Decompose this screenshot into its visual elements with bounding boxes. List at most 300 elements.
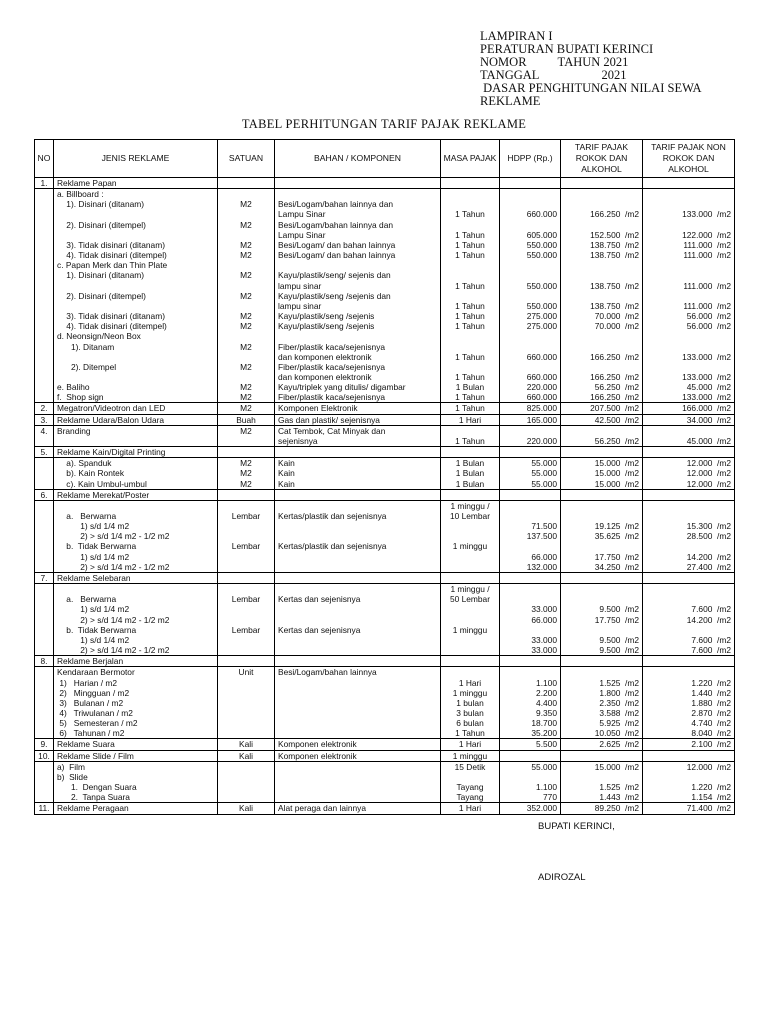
table-row (35, 511, 735, 521)
cell-jenis: Reklame Papan (54, 178, 218, 189)
cell-tarif-rokok (561, 447, 643, 458)
cell-masa (441, 635, 500, 645)
cell-tarif-rokok (561, 489, 643, 500)
cell-jenis: 2). Disinari (ditempel) (54, 220, 218, 230)
cell-bahan (275, 678, 441, 688)
cell-jenis: 4). Tidak disinari (ditempel) (54, 321, 218, 331)
cell-jenis: 1) Harian / m2 (54, 678, 218, 688)
cell-satuan: M2 (218, 468, 275, 478)
cell-hdpp: 33.000 (500, 635, 561, 645)
cell-hdpp (500, 500, 561, 511)
cell-satuan: Lembar (218, 625, 275, 635)
cell-hdpp: 132.000 (500, 562, 561, 573)
cell-satuan (218, 782, 275, 792)
cell-satuan (218, 728, 275, 739)
cell-no: 10. (35, 750, 54, 761)
cell-tarif-non-rokok (643, 772, 735, 782)
cell-tarif-non-rokok (643, 584, 735, 595)
cell-tarif-non-rokok (643, 220, 735, 230)
cell-no (35, 220, 54, 230)
col-header-masa: MASA PAJAK (441, 140, 500, 178)
letterhead-line: LAMPIRAN I (480, 29, 553, 43)
cell-satuan (218, 615, 275, 625)
table-row (35, 209, 735, 219)
cell-no (35, 594, 54, 604)
cell-tarif-rokok: 1.525 /m2 (561, 782, 643, 792)
cell-tarif-non-rokok (643, 489, 735, 500)
cell-no (35, 209, 54, 219)
cell-bahan (275, 782, 441, 792)
cell-no: 7. (35, 572, 54, 583)
cell-bahan (275, 761, 441, 772)
cell-tarif-rokok (561, 772, 643, 782)
cell-hdpp (500, 199, 561, 209)
cell-masa (441, 489, 500, 500)
cell-hdpp: 71.500 (500, 521, 561, 531)
cell-jenis: 2) > s/d 1/4 m2 - 1/2 m2 (54, 645, 218, 656)
cell-satuan (218, 209, 275, 219)
cell-tarif-rokok: 15.000 /m2 (561, 761, 643, 772)
cell-hdpp (500, 342, 561, 352)
cell-tarif-rokok (561, 425, 643, 436)
cell-no (35, 342, 54, 352)
cell-bahan (275, 772, 441, 782)
cell-satuan (218, 698, 275, 708)
cell-no (35, 584, 54, 595)
cell-bahan: Fiber/plastik kaca/sejenisnya (275, 392, 441, 403)
cell-hdpp: 770 (500, 792, 561, 802)
cell-satuan: M2 (218, 199, 275, 209)
table-row (35, 425, 735, 436)
cell-bahan: dan komponen elektronik (275, 372, 441, 382)
cell-hdpp: 660.000 (500, 352, 561, 362)
cell-no (35, 352, 54, 362)
cell-jenis: 1) s/d 1/4 m2 (54, 635, 218, 645)
cell-hdpp: 660.000 (500, 392, 561, 403)
cell-tarif-rokok: 9.500 /m2 (561, 604, 643, 614)
cell-no: 1. (35, 178, 54, 189)
cell-tarif-rokok: 5.925 /m2 (561, 718, 643, 728)
table-row (35, 739, 735, 750)
cell-tarif-non-rokok: 166.000 /m2 (643, 403, 735, 414)
cell-tarif-rokok: 152.500 /m2 (561, 230, 643, 240)
cell-jenis: 4). Tidak disinari (ditempel) (54, 250, 218, 260)
cell-no (35, 250, 54, 260)
cell-bahan (275, 521, 441, 531)
cell-bahan (275, 189, 441, 200)
cell-bahan: lampu sinar (275, 281, 441, 291)
cell-hdpp: 55.000 (500, 761, 561, 772)
cell-masa: 1 minggu (441, 541, 500, 551)
cell-tarif-non-rokok: 8.040 /m2 (643, 728, 735, 739)
cell-no (35, 372, 54, 382)
cell-hdpp (500, 750, 561, 761)
cell-masa: 1 minggu (441, 750, 500, 761)
cell-masa: 1 Tahun (441, 250, 500, 260)
table-row (35, 281, 735, 291)
cell-bahan (275, 584, 441, 595)
cell-tarif-rokok: 17.750 /m2 (561, 615, 643, 625)
cell-masa: 1 minggu / (441, 584, 500, 595)
cell-no (35, 382, 54, 392)
cell-masa: 1 Hari (441, 414, 500, 425)
cell-tarif-rokok: 70.000 /m2 (561, 321, 643, 331)
cell-masa: 1 Tahun (441, 311, 500, 321)
cell-masa: 1 Tahun (441, 392, 500, 403)
table-row (35, 260, 735, 270)
letterhead-line: DASAR PENGHITUNGAN NILAI SEWA (480, 81, 702, 95)
cell-tarif-non-rokok: 12.000 /m2 (643, 479, 735, 490)
cell-bahan: Fiber/plastik kaca/sejenisnya (275, 362, 441, 372)
cell-satuan (218, 792, 275, 802)
cell-hdpp: 275.000 (500, 311, 561, 321)
cell-tarif-non-rokok (643, 189, 735, 200)
cell-jenis: Reklame Berjalan (54, 656, 218, 667)
letterhead-line: NOMOR TAHUN 2021 (480, 55, 629, 69)
table-row (35, 230, 735, 240)
cell-hdpp: 137.500 (500, 531, 561, 541)
cell-bahan: dan komponen elektronik (275, 352, 441, 362)
cell-masa: Tayang (441, 792, 500, 802)
cell-satuan (218, 635, 275, 645)
cell-bahan: Kayu/plastik/seng/ sejenis dan (275, 270, 441, 280)
cell-tarif-rokok: 207.500 /m2 (561, 403, 643, 414)
table-row (35, 708, 735, 718)
cell-jenis: 2. Tanpa Suara (54, 792, 218, 802)
cell-jenis: 5) Semesteran / m2 (54, 718, 218, 728)
cell-bahan (275, 708, 441, 718)
table-row (35, 301, 735, 311)
cell-tarif-rokok: 34.250 /m2 (561, 562, 643, 573)
cell-jenis: 3). Tidak disinari (ditanam) (54, 311, 218, 321)
letterhead-line: TANGGAL 2021 (480, 68, 627, 82)
cell-jenis: Reklame Peragaan (54, 803, 218, 814)
cell-hdpp: 550.000 (500, 281, 561, 291)
cell-satuan (218, 301, 275, 311)
cell-bahan: Kertas/plastik dan sejenisnya (275, 511, 441, 521)
cell-jenis: a). Spanduk (54, 458, 218, 469)
cell-tarif-non-rokok: 111.000 /m2 (643, 250, 735, 260)
cell-jenis: 1. Dengan Suara (54, 782, 218, 792)
cell-hdpp: 220.000 (500, 436, 561, 447)
table-row (35, 562, 735, 573)
cell-jenis: e. Baliho (54, 382, 218, 392)
cell-no (35, 468, 54, 478)
cell-masa (441, 615, 500, 625)
cell-jenis: a) Film (54, 761, 218, 772)
cell-tarif-non-rokok: 71.400 /m2 (643, 803, 735, 814)
table-row (35, 403, 735, 414)
cell-tarif-rokok: 1.525 /m2 (561, 678, 643, 688)
cell-satuan: M2 (218, 270, 275, 280)
cell-tarif-rokok: 89.250 /m2 (561, 803, 643, 814)
cell-bahan (275, 728, 441, 739)
cell-no (35, 311, 54, 321)
cell-masa: 3 bulan (441, 708, 500, 718)
cell-no (35, 708, 54, 718)
table-row (35, 635, 735, 645)
cell-satuan (218, 584, 275, 595)
cell-tarif-rokok (561, 667, 643, 678)
cell-hdpp: 825.000 (500, 403, 561, 414)
cell-masa: 1 Hari (441, 739, 500, 750)
cell-bahan (275, 604, 441, 614)
cell-masa (441, 521, 500, 531)
cell-no: 11. (35, 803, 54, 814)
cell-masa (441, 667, 500, 678)
cell-masa: 1 Tahun (441, 301, 500, 311)
cell-no (35, 615, 54, 625)
cell-masa: 6 bulan (441, 718, 500, 728)
cell-tarif-non-rokok: 56.000 /m2 (643, 321, 735, 331)
cell-satuan: Lembar (218, 594, 275, 604)
cell-masa (441, 572, 500, 583)
cell-bahan (275, 718, 441, 728)
cell-satuan (218, 688, 275, 698)
cell-satuan (218, 230, 275, 240)
cell-hdpp (500, 260, 561, 270)
cell-tarif-non-rokok: 7.600 /m2 (643, 645, 735, 656)
cell-tarif-non-rokok: 7.600 /m2 (643, 604, 735, 614)
cell-hdpp: 165.000 (500, 414, 561, 425)
cell-bahan: Besi/Logam/bahan lainnya dan (275, 199, 441, 209)
cell-jenis: 2). Ditempel (54, 362, 218, 372)
cell-no: 9. (35, 739, 54, 750)
cell-jenis: 1). Disinari (ditanam) (54, 199, 218, 209)
cell-bahan: Lampu Sinar (275, 209, 441, 219)
cell-tarif-rokok (561, 750, 643, 761)
cell-bahan: Kayu/plastik/seng /sejenis (275, 321, 441, 331)
cell-jenis: d. Neonsign/Neon Box (54, 331, 218, 341)
cell-satuan: M2 (218, 321, 275, 331)
cell-satuan: M2 (218, 362, 275, 372)
cell-jenis: Megatron/Videotron dan LED (54, 403, 218, 414)
table-row (35, 321, 735, 331)
cell-jenis: b. Tidak Berwarna (54, 625, 218, 635)
letterhead-line: PERATURAN BUPATI KERINCI (480, 42, 654, 56)
table-row (35, 698, 735, 708)
cell-hdpp: 660.000 (500, 209, 561, 219)
table-row (35, 541, 735, 551)
cell-masa: 1 Tahun (441, 728, 500, 739)
cell-tarif-rokok: 9.500 /m2 (561, 635, 643, 645)
cell-bahan: Besi/Logam/ dan bahan lainnya (275, 250, 441, 260)
cell-no (35, 688, 54, 698)
cell-bahan (275, 572, 441, 583)
cell-satuan: M2 (218, 403, 275, 414)
cell-satuan: M2 (218, 311, 275, 321)
cell-bahan (275, 562, 441, 573)
cell-jenis: 2) Mingguan / m2 (54, 688, 218, 698)
table-row (35, 728, 735, 739)
table-row (35, 392, 735, 403)
cell-bahan: Fiber/plastik kaca/sejenisnya (275, 342, 441, 352)
cell-jenis (54, 436, 218, 447)
cell-masa: 1 minggu / (441, 500, 500, 511)
cell-jenis: Reklame Merekat/Poster (54, 489, 218, 500)
cell-tarif-non-rokok: 34.000 /m2 (643, 414, 735, 425)
cell-tarif-non-rokok (643, 342, 735, 352)
cell-satuan: Lembar (218, 511, 275, 521)
cell-jenis: Reklame Udara/Balon Udara (54, 414, 218, 425)
cell-tarif-non-rokok (643, 447, 735, 458)
table-row (35, 311, 735, 321)
cell-tarif-rokok: 10.050 /m2 (561, 728, 643, 739)
cell-no (35, 541, 54, 551)
cell-jenis: 3) Bulanan / m2 (54, 698, 218, 708)
table-row (35, 688, 735, 698)
cell-no: 4. (35, 425, 54, 436)
cell-tarif-rokok: 15.000 /m2 (561, 479, 643, 490)
cell-masa: 1 Tahun (441, 209, 500, 219)
cell-no (35, 521, 54, 531)
cell-jenis: Kendaraan Bermotor (54, 667, 218, 678)
cell-hdpp (500, 291, 561, 301)
cell-no (35, 792, 54, 802)
table-row (35, 552, 735, 562)
cell-tarif-non-rokok (643, 750, 735, 761)
table-row (35, 645, 735, 656)
cell-tarif-non-rokok (643, 178, 735, 189)
cell-tarif-non-rokok (643, 572, 735, 583)
cell-hdpp: 66.000 (500, 552, 561, 562)
cell-jenis: Reklame Suara (54, 739, 218, 750)
cell-masa (441, 645, 500, 656)
cell-jenis: 1) s/d 1/4 m2 (54, 552, 218, 562)
table-row (35, 331, 735, 341)
cell-hdpp (500, 625, 561, 635)
table-row (35, 178, 735, 189)
cell-no (35, 479, 54, 490)
cell-tarif-non-rokok: 7.600 /m2 (643, 635, 735, 645)
cell-satuan (218, 521, 275, 531)
cell-tarif-non-rokok: 1.154 /m2 (643, 792, 735, 802)
cell-no (35, 531, 54, 541)
cell-bahan (275, 615, 441, 625)
cell-tarif-rokok (561, 584, 643, 595)
cell-tarif-non-rokok: 45.000 /m2 (643, 436, 735, 447)
table-row (35, 189, 735, 200)
cell-bahan: Kain (275, 479, 441, 490)
cell-tarif-non-rokok: 2.870 /m2 (643, 708, 735, 718)
cell-satuan: M2 (218, 220, 275, 230)
cell-tarif-rokok (561, 511, 643, 521)
cell-tarif-non-rokok: 133.000 /m2 (643, 372, 735, 382)
cell-hdpp: 550.000 (500, 240, 561, 250)
cell-satuan (218, 352, 275, 362)
cell-tarif-non-rokok: 12.000 /m2 (643, 458, 735, 469)
cell-no (35, 678, 54, 688)
cell-satuan (218, 436, 275, 447)
cell-no: 5. (35, 447, 54, 458)
cell-no: 6. (35, 489, 54, 500)
cell-hdpp: 352.000 (500, 803, 561, 814)
cell-tarif-rokok (561, 189, 643, 200)
cell-tarif-non-rokok: 15.300 /m2 (643, 521, 735, 531)
cell-no (35, 458, 54, 469)
cell-satuan (218, 604, 275, 614)
cell-jenis: Reklame Kain/Digital Printing (54, 447, 218, 458)
cell-tarif-rokok: 138.750 /m2 (561, 250, 643, 260)
table-row (35, 362, 735, 372)
cell-satuan: M2 (218, 342, 275, 352)
cell-jenis: b. Tidak Berwarna (54, 541, 218, 551)
table-row (35, 584, 735, 595)
signature-name: ADIROZAL (538, 872, 586, 883)
tax-rate-table (34, 139, 735, 815)
cell-bahan: Komponen elektronik (275, 739, 441, 750)
table-row (35, 352, 735, 362)
table-row (35, 761, 735, 772)
cell-no (35, 291, 54, 301)
cell-satuan (218, 372, 275, 382)
cell-no (35, 260, 54, 270)
cell-bahan: Kain (275, 458, 441, 469)
cell-satuan (218, 562, 275, 573)
cell-satuan: Kali (218, 750, 275, 761)
cell-tarif-rokok: 56.250 /m2 (561, 382, 643, 392)
cell-no (35, 625, 54, 635)
cell-satuan (218, 718, 275, 728)
cell-bahan: Gas dan plastik/ sejenisnya (275, 414, 441, 425)
cell-masa: 1 bulan (441, 698, 500, 708)
cell-masa (441, 552, 500, 562)
cell-masa: 1 Bulan (441, 382, 500, 392)
cell-jenis: 1). Disinari (ditanam) (54, 270, 218, 280)
cell-tarif-rokok: 70.000 /m2 (561, 311, 643, 321)
cell-tarif-rokok: 138.750 /m2 (561, 281, 643, 291)
table-row (35, 342, 735, 352)
cell-jenis: c). Kain Umbul-umbul (54, 479, 218, 490)
cell-tarif-rokok: 1.800 /m2 (561, 688, 643, 698)
table-row (35, 656, 735, 667)
cell-jenis: Reklame Selebaran (54, 572, 218, 583)
cell-hdpp: 55.000 (500, 479, 561, 490)
cell-bahan: Alat peraga dan lainnya (275, 803, 441, 814)
cell-tarif-rokok: 138.750 /m2 (561, 240, 643, 250)
cell-tarif-rokok: 2.625 /m2 (561, 739, 643, 750)
cell-satuan: Lembar (218, 541, 275, 551)
cell-hdpp: 1.100 (500, 678, 561, 688)
cell-no (35, 761, 54, 772)
cell-jenis: Branding (54, 425, 218, 436)
cell-bahan (275, 698, 441, 708)
table-row (35, 531, 735, 541)
cell-bahan (275, 552, 441, 562)
table-row (35, 372, 735, 382)
cell-tarif-non-rokok (643, 594, 735, 604)
cell-bahan: sejenisnya (275, 436, 441, 447)
letterhead-line: REKLAME (480, 94, 541, 108)
cell-jenis: a. Berwarna (54, 594, 218, 604)
cell-no (35, 321, 54, 331)
cell-satuan (218, 331, 275, 341)
cell-bahan (275, 260, 441, 270)
cell-hdpp (500, 270, 561, 280)
cell-masa: 1 minggu (441, 625, 500, 635)
cell-jenis: 1) s/d 1/4 m2 (54, 521, 218, 531)
cell-masa: Tayang (441, 782, 500, 792)
cell-jenis (54, 230, 218, 240)
cell-hdpp (500, 511, 561, 521)
cell-jenis: 4) Triwulanan / m2 (54, 708, 218, 718)
cell-hdpp: 35.200 (500, 728, 561, 739)
cell-bahan (275, 688, 441, 698)
cell-hdpp (500, 656, 561, 667)
cell-tarif-non-rokok: 1.220 /m2 (643, 678, 735, 688)
col-header-no: NO (35, 140, 54, 178)
cell-masa (441, 342, 500, 352)
